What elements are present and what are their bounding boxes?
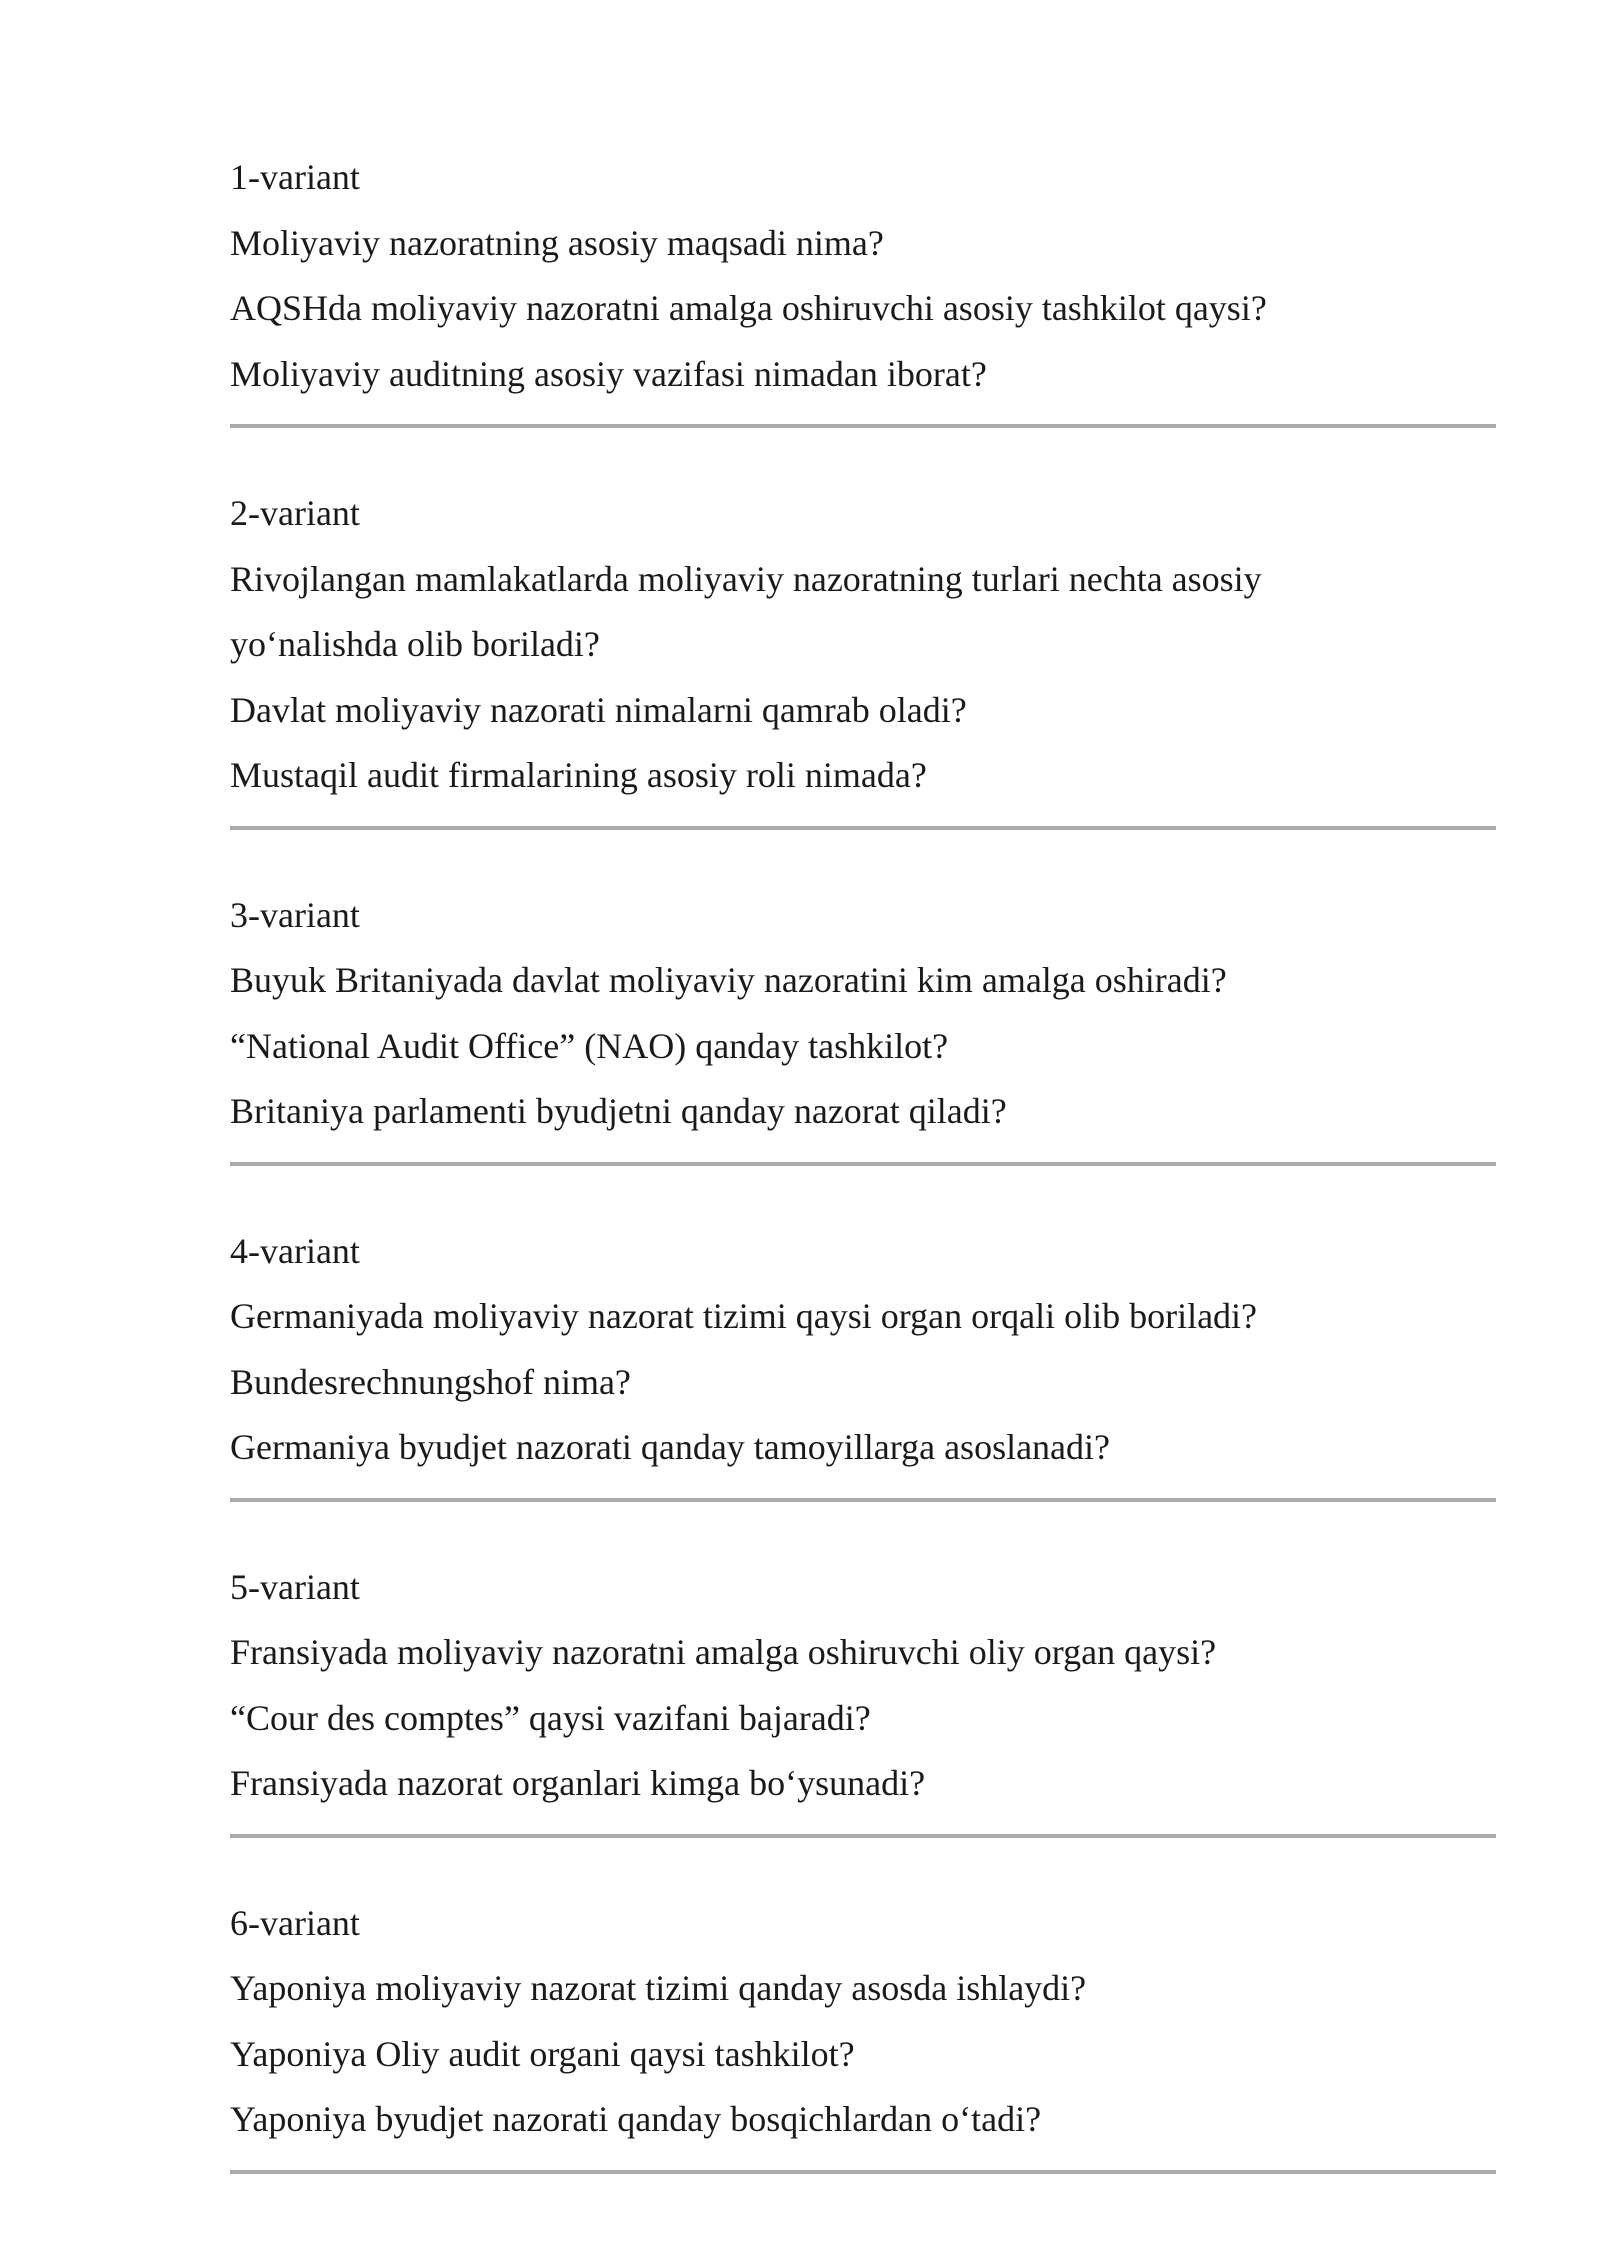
variant-title: 5-variant <box>230 1566 360 1607</box>
question-line: Moliyaviy auditning asosiy vazifasi nimadan iborat? <box>230 353 987 394</box>
question-line: Mustaqil audit firmalarining asosiy roli nimada? <box>230 755 927 795</box>
question-line: Germaniya byudjet nazorati qanday tamoyillarga asoslanadi? <box>230 1427 1111 1467</box>
question-line: yo‘nalishda olib boriladi? <box>230 624 600 664</box>
question-line: Britaniya parlamenti byudjetni qanday nazorat qiladi? <box>230 1091 1007 1131</box>
variant-2 <box>230 481 1496 830</box>
question-line: AQSHda moliyaviy nazoratni amalga oshiruvchi asosiy tashkilot qaysi? <box>230 288 1267 328</box>
section-divider <box>230 1834 1496 1838</box>
variant-3 <box>230 883 1496 1166</box>
section-divider <box>230 2170 1496 2174</box>
section-divider <box>230 826 1496 830</box>
variant-title: 3-variant <box>230 894 360 935</box>
question-line: Yaponiya moliyaviy nazorat tizimi qanday asosda ishlaydi? <box>230 1968 1087 2008</box>
variant-title: 4-variant <box>230 1230 360 1271</box>
question-line: Fransiyada moliyaviy nazoratni amalga oshiruvchi oliy organ qaysi? <box>230 1632 1217 1672</box>
question-line: Fransiyada nazorat organlari kimga bo‘ysunadi? <box>230 1763 926 1803</box>
question-line: Davlat moliyaviy nazorati nimalarni qamrab oladi? <box>230 689 967 730</box>
section-divider <box>230 424 1496 428</box>
variant-4 <box>230 1219 1496 1502</box>
section-divider <box>230 1162 1496 1166</box>
variant-title: 6-variant <box>230 1902 360 1943</box>
variant-6 <box>230 1891 1496 2174</box>
variant-title: 1-variant <box>230 157 360 197</box>
question-line: “National Audit Office” (NAO) qanday tashkilot? <box>230 1025 949 1066</box>
section-divider <box>230 1498 1496 1502</box>
variant-1 <box>230 145 1496 428</box>
question-line: Germaniyada moliyaviy nazorat tizimi qaysi organ orqali olib boriladi? <box>230 1296 1258 1336</box>
variant-5 <box>230 1555 1496 1838</box>
variant-title: 2-variant <box>230 493 360 533</box>
document-content <box>230 145 1496 2174</box>
question-line: Moliyaviy nazoratning asosiy maqsadi nima? <box>230 222 884 263</box>
question-line: Buyuk Britaniyada davlat moliyaviy nazoratini kim amalga oshiradi? <box>230 960 1227 1000</box>
question-line: Rivojlangan mamlakatlarda moliyaviy nazoratning turlari nechta asosiy <box>230 558 1262 599</box>
question-line: Bundesrechnungshof nima? <box>230 1361 631 1402</box>
question-line: Yaponiya Oliy audit organi qaysi tashkilot? <box>230 2033 855 2074</box>
question-line: Yaponiya byudjet nazorati qanday bosqichlardan o‘tadi? <box>230 2099 1042 2139</box>
question-line: “Cour des comptes” qaysi vazifani bajaradi? <box>230 1697 871 1738</box>
